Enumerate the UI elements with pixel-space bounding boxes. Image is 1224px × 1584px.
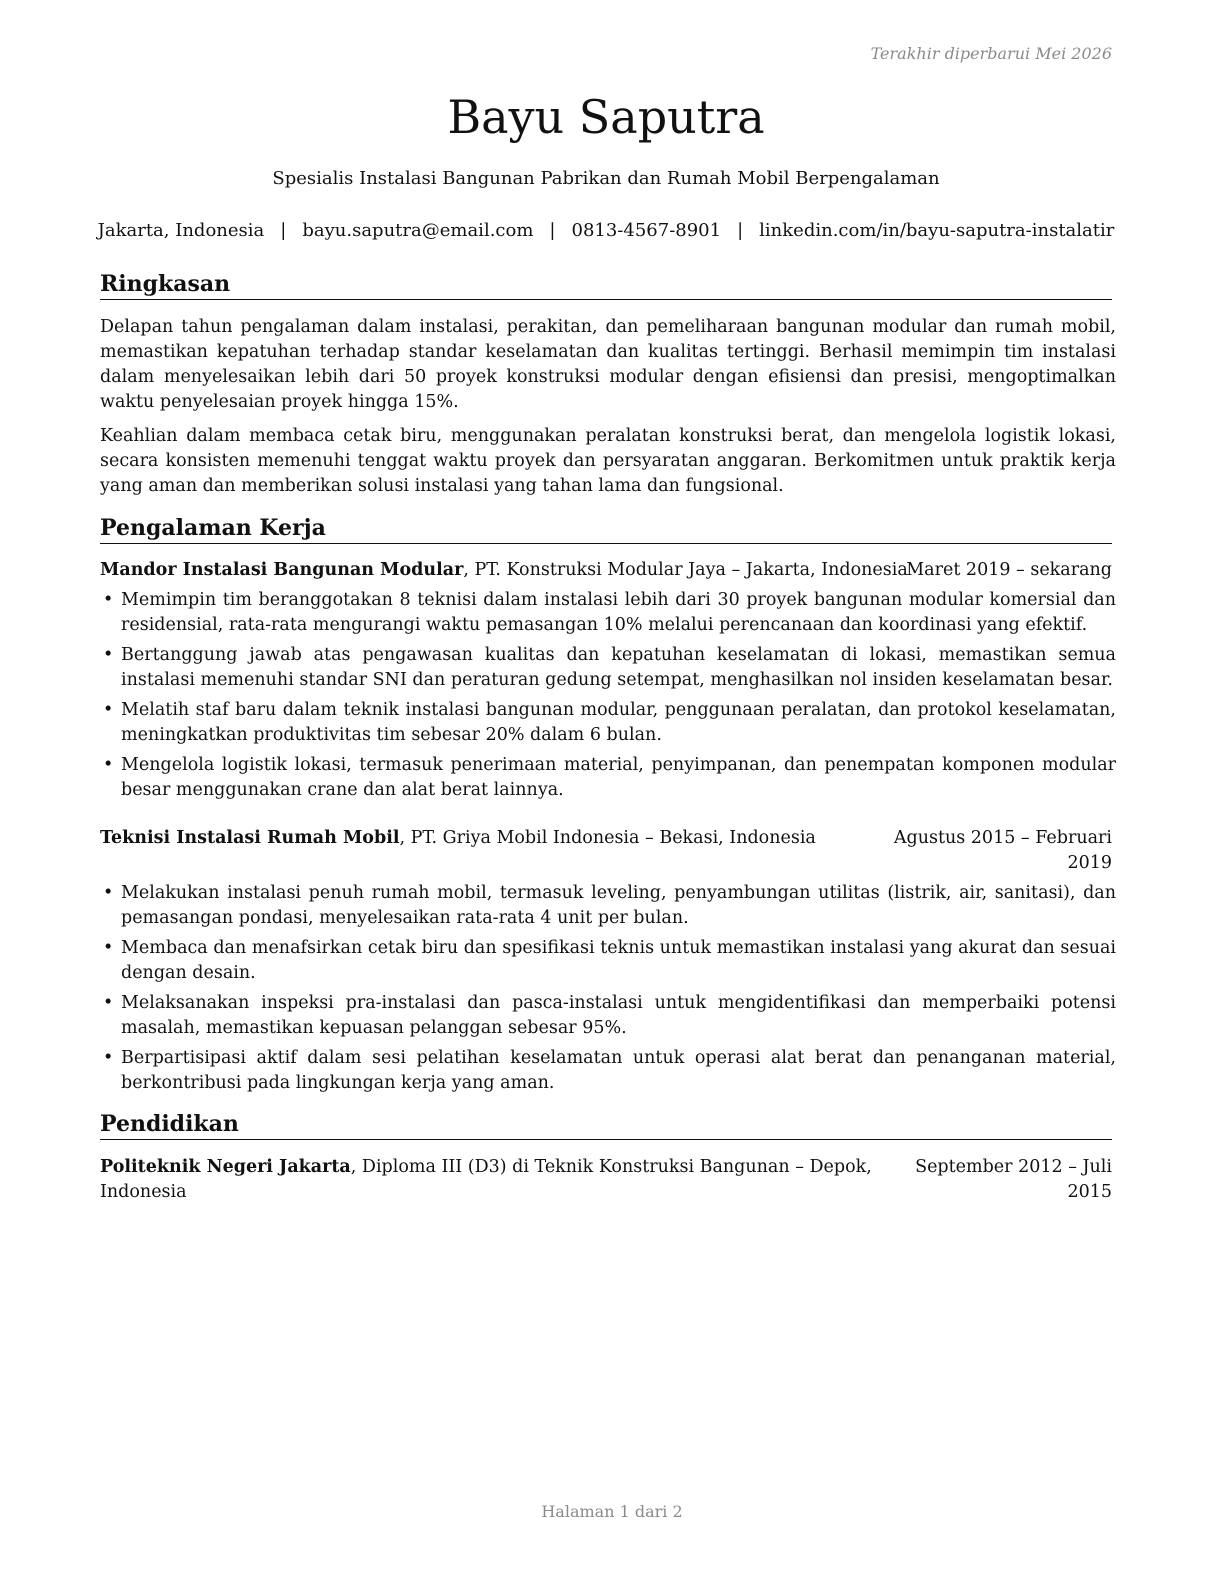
bullet-text: Melakukan instalasi penuh rumah mobil, termasuk leveling, penyambungan utilitas (listrik, air, sanitasi), dan pemasangan pondasi, menyelesaikan rata-rata 4 unit per bulan. bbox=[121, 883, 1116, 928]
list-item bbox=[100, 643, 1116, 693]
job-bullet-list bbox=[100, 588, 1116, 808]
contact-linkedin[interactable]: linkedin.com/in/bayu-saputra-instalatir bbox=[759, 220, 1115, 241]
contact-separator: | bbox=[280, 220, 287, 241]
summary-paragraph: Delapan tahun pengalaman dalam instalasi, perakitan, dan pemeliharaan bangunan modular dan rumah mobil, memastikan kepatuhan terhadap standar keselamatan dan kualitas tertinggi. Berhasil memimpin tim instalasi dalam menyelesaikan lebih dari 50 proyek konstruksi modular dengan efisiensi dan presisi, mengoptimalkan waktu penyelesaian proyek hingga 15%. bbox=[100, 317, 1116, 412]
bullet-dot-icon: • bbox=[103, 1048, 114, 1068]
bullet-text: Melatih staf baru dalam teknik instalasi bangunan modular, penggunaan peralatan, dan protokol keselamatan, meningkatkan produktivitas tim sebesar 20% dalam 6 bulan. bbox=[121, 700, 1116, 745]
contact-location: Jakarta, Indonesia bbox=[97, 220, 265, 241]
contact-separator: | bbox=[549, 220, 556, 241]
section-title-experience: Pengalaman Kerja bbox=[100, 515, 1112, 544]
page-number-footer: Halaman 1 dari 2 bbox=[541, 1502, 683, 1521]
job-company: , PT. Griya Mobil Indonesia – Bekasi, Indonesia bbox=[399, 828, 816, 848]
bullet-text: Berpartisipasi aktif dalam sesi pelatihan keselamatan untuk operasi alat berat dan penanganan material, berkontribusi pada lingkungan kerja yang aman. bbox=[121, 1048, 1116, 1093]
list-item bbox=[100, 936, 1116, 986]
job-dates: Maret 2019 – sekarang bbox=[906, 560, 1112, 580]
bullet-text: Memimpin tim beranggotakan 8 teknisi dalam instalasi lebih dari 30 proyek bangunan modular komersial dan residensial, rata-rata mengurangi waktu pemasangan 10% melalui perencanaan dan koordinasi yang efektif. bbox=[121, 590, 1116, 635]
bullet-dot-icon: • bbox=[103, 993, 114, 1013]
job-role: Mandor Instalasi Bangunan Modular bbox=[100, 560, 464, 580]
education-degree: , Diploma III (D3) di Teknik Konstruksi Bangunan – Depok, bbox=[350, 1157, 872, 1177]
bullet-dot-icon: • bbox=[103, 590, 114, 610]
bullet-dot-icon: • bbox=[103, 755, 114, 775]
list-item bbox=[100, 991, 1116, 1041]
last-updated-note: Terakhir diperbarui Mei 2026 bbox=[870, 44, 1112, 63]
job-header bbox=[100, 826, 1112, 873]
job-company: , PT. Konstruksi Modular Jaya – Jakarta, Indonesia bbox=[463, 560, 908, 580]
job-dates-line: 2019 bbox=[1067, 853, 1112, 873]
education-degree-cont: Indonesia bbox=[100, 1182, 187, 1202]
bullet-dot-icon: • bbox=[103, 645, 114, 665]
list-item bbox=[100, 588, 1116, 638]
bullet-dot-icon: • bbox=[103, 883, 114, 903]
education-school: Politeknik Negeri Jakarta bbox=[100, 1157, 351, 1177]
list-item bbox=[100, 753, 1116, 803]
contact-phone: 0813-4567-8901 bbox=[571, 220, 722, 241]
candidate-name: Bayu Saputra bbox=[447, 90, 765, 144]
bullet-text: Mengelola logistik lokasi, termasuk penerimaan material, penyimpanan, dan penempatan komponen modular besar menggunakan crane dan alat berat lainnya. bbox=[121, 755, 1116, 800]
job-header bbox=[100, 558, 1112, 583]
list-item bbox=[100, 881, 1116, 931]
education-dates bbox=[915, 1155, 1112, 1205]
job-dates bbox=[894, 826, 1112, 876]
section-title-education: Pendidikan bbox=[100, 1111, 1112, 1140]
contact-email[interactable]: bayu.saputra@email.com bbox=[302, 220, 534, 241]
contact-line bbox=[90, 220, 1122, 241]
bullet-text: Membaca dan menafsirkan cetak biru dan spesifikasi teknis untuk memastikan instalasi yang akurat dan sesuai dengan desain. bbox=[121, 938, 1116, 983]
bullet-dot-icon: • bbox=[103, 700, 114, 720]
bullet-text: Bertanggung jawab atas pengawasan kualitas dan kepatuhan keselamatan di lokasi, memastikan semua instalasi memenuhi standar SNI dan peraturan gedung setempat, menghasilkan nol insiden keselamatan besar. bbox=[121, 645, 1116, 690]
list-item bbox=[100, 698, 1116, 748]
summary-paragraph: Keahlian dalam membaca cetak biru, menggunakan peralatan konstruksi berat, dan mengelola logistik lokasi, secara konsisten memenuhi tenggat waktu proyek dan persyaratan anggaran. Berkomitmen untuk praktik kerja yang aman dan memberikan solusi instalasi yang tahan lama dan fungsional. bbox=[100, 426, 1116, 496]
list-item bbox=[100, 1046, 1116, 1096]
job-bullet-list bbox=[100, 881, 1116, 1101]
candidate-tagline: Spesialis Instalasi Bangunan Pabrikan dan Rumah Mobil Berpengalaman bbox=[272, 168, 940, 189]
education-dates-line: 2015 bbox=[1067, 1182, 1112, 1202]
contact-separator: | bbox=[737, 220, 744, 241]
bullet-dot-icon: • bbox=[103, 938, 114, 958]
job-dates-line: Agustus 2015 – Februari bbox=[893, 828, 1112, 848]
section-title-summary: Ringkasan bbox=[100, 271, 1112, 300]
education-dates-line: September 2012 – Juli bbox=[915, 1157, 1112, 1177]
education-entry bbox=[100, 1155, 1112, 1205]
job-role: Teknisi Instalasi Rumah Mobil bbox=[100, 828, 400, 848]
bullet-text: Melaksanakan inspeksi pra-instalasi dan pasca-instalasi untuk mengidentifikasi dan memperbaiki potensi masalah, memastikan kepuasan pelanggan sebesar 95%. bbox=[121, 993, 1116, 1038]
